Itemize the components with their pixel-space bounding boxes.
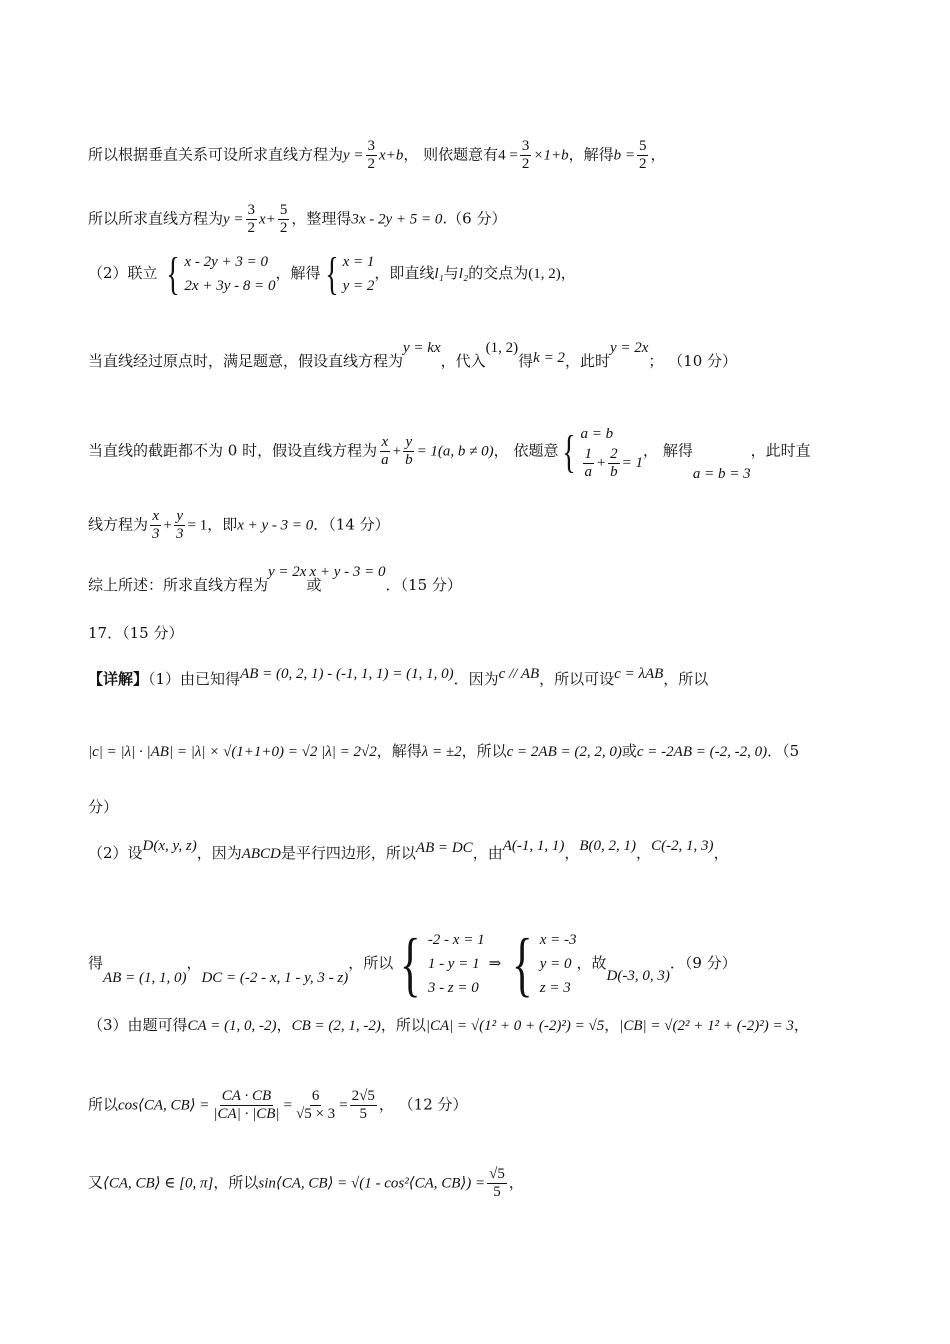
text: ， 解得 [643,441,693,460]
text: 17．（15 分） [88,624,184,642]
numerator: 2√5 [351,1088,375,1104]
system-row: 2x + 3y - 8 = 0 [184,278,276,294]
math: B(0, 2, 1) [579,838,637,854]
text: ， [276,1016,292,1034]
fraction [174,508,186,543]
text: 又 [88,1173,104,1192]
math: k = 2 [533,350,565,366]
fraction [350,1088,377,1123]
math: D(-3, 0, 3) [606,968,670,984]
numerator: x [381,434,389,450]
math: CB = (2, 1, -2) [291,1018,381,1034]
denominator: √5 × 3 [295,1106,336,1122]
math: ×1+b [533,147,569,164]
system-row: 1 - y = 1 [427,956,480,972]
left-brace-icon: { [166,248,181,299]
solution-line-10 [88,740,799,763]
math: x+b [379,147,404,164]
text: ，解得 [376,742,422,760]
numerator: y [176,508,184,524]
fraction [487,1166,507,1201]
solution-line-11 [88,796,118,818]
math: y = [343,147,364,164]
denominator: a [584,464,593,480]
solution-line-14 [88,1014,809,1037]
text: 当直线经过原点时，满足题意，假设直线方程为 [88,352,404,370]
text: ，整理得 [291,209,352,228]
math: b = [613,147,635,164]
numerator: √5 [489,1166,505,1182]
text: 线方程为 [88,515,149,534]
text: ．（9 分） [669,954,737,972]
text: ，代入 [440,352,486,370]
math: |CB| = √(2² + 1² + (-2)²) = 3 [619,1018,794,1034]
text: （3）由题可得 [88,1016,188,1034]
math: ⟨CA, CB⟩ ∈ [0, π] [103,1175,214,1192]
text: 或 [306,576,322,594]
numerator: 3 [247,202,256,218]
math: c = 2AB = (2, 2, 0) [506,744,622,760]
numerator: x [152,508,160,524]
denominator: 2 [367,156,376,172]
text: ， [793,1016,809,1034]
solution-line-16 [88,1166,524,1201]
text: ， （12 分） [378,1095,468,1114]
fraction [278,202,290,237]
text: ， [636,844,652,862]
text: 得 [88,954,104,972]
text: ．（14 分） [313,515,390,534]
fraction [403,434,415,469]
numerator: y [405,434,413,450]
system-row [581,446,644,481]
solution-line-9 [88,668,708,691]
math: = 1(a, b ≠ 0) [416,443,494,460]
solution-line-12 [88,838,729,865]
math: C(-2, 1, 3) [651,838,714,854]
fraction [637,138,649,173]
text: 所以 [88,1095,119,1114]
denominator: a [381,452,389,468]
math: x + y - 3 = 0 [309,564,386,580]
system-row: x - 2y + 3 = 0 [184,254,268,270]
solution-line-7 [88,564,462,597]
left-brace-icon: { [324,248,339,299]
numerator: 3 [521,138,530,154]
math: A(-1, 1, 1) [502,838,565,854]
denominator: 2 [638,156,647,172]
math: + [392,443,402,460]
solution-line-2 [88,202,507,237]
text: ，此时直 [750,441,811,460]
text: （2）设 [88,844,143,862]
math: c = λAB [614,666,664,682]
equation-system [558,422,643,481]
fraction [583,446,595,481]
text: .（6 分） [442,209,507,228]
denominator: 3 [175,526,184,542]
system-row: y = 2 [342,278,375,294]
text: ，即 [207,515,238,534]
text: ，所以可设 [539,670,615,688]
numerator: 6 [311,1088,320,1104]
math: l₁ [434,266,444,282]
math: CA = (1, 0, -2) [187,1018,277,1034]
left-brace-icon: { [562,425,577,477]
text: ，所以 [663,670,709,688]
denominator: 2 [279,220,288,236]
fraction [294,1088,337,1123]
equation-system [321,250,375,298]
math: l₂ [458,266,469,282]
text: ．（5 [767,742,800,760]
text: ，故 [576,954,607,972]
text: ， [186,954,202,972]
math: λ = ±2 [421,744,462,760]
math: = 1 [187,517,208,534]
text: 分） [88,798,119,816]
math: |CA| = √(1² + 0 + (-2)²) = √5 [425,1018,605,1034]
math: y = [223,211,244,228]
math: AB = (1, 1, 0) [103,970,187,986]
fraction [379,434,391,469]
math: y = 2x [609,340,649,356]
fraction [246,202,258,237]
math: ABCD [241,846,281,862]
fraction [211,1088,281,1123]
text: 或 [621,742,637,760]
system-row: a = b [580,426,614,442]
system-row: y = 0 [539,956,572,972]
text: ，所以 [380,1016,426,1034]
text: （1）由已知得 [148,670,241,688]
math: y = 2x [268,564,307,580]
system-row: z = 3 [539,980,571,996]
text: ．因为 [453,670,499,688]
implies-arrow-icon: ⇒ [488,956,502,972]
text: ， [560,264,576,282]
numerator: 5 [638,138,647,154]
math: D(x, y, z) [142,838,197,854]
left-brace-icon: { [400,924,421,1004]
solution-line-15 [88,1088,468,1123]
solution-line-5 [88,422,811,481]
numerator: 3 [367,138,376,154]
text: ； （10 分） [648,352,738,370]
math: AB = DC [415,840,473,856]
fraction [608,446,620,481]
math: a = b = 3 [692,465,751,482]
system-row: x = -3 [539,932,577,948]
math: 3x - 2y + 5 = 0 [351,211,443,228]
math: y = kx [403,340,441,356]
text: 的交点为 [468,264,529,282]
text: ，即直线 [374,264,435,282]
detail-tag: 【详解】 [88,670,149,688]
denominator: b [405,452,413,468]
text: 所以根据垂直关系可设所求直线方程为 [88,145,344,164]
math: x + y - 3 = 0 [237,517,314,534]
text: 得 [518,352,534,370]
math: DC = (-2 - x, 1 - y, 3 - z) [201,970,349,986]
math: c = -2AB = (-2, -2, 0) [636,744,768,760]
text: ，因为 [196,844,242,862]
text: ，所以 [348,954,394,972]
text: 所以所求直线方程为 [88,209,224,228]
numerator: 1 [584,446,593,462]
equation-system [162,250,275,298]
text: ， 依题意 [493,441,559,460]
math: (1, 2) [528,266,561,282]
text: ， 则依题意有 [403,145,499,164]
system-row: -2 - x = 1 [427,932,485,948]
text: ，所以 [213,1173,259,1192]
math: + [596,454,607,471]
denominator: b [610,464,618,480]
math: x+ [259,211,276,228]
text: ．（15 分） [385,576,462,594]
text: 是平行四边形，所以 [280,844,416,862]
math: + [163,517,172,534]
math: = 1 [621,454,644,471]
equation-system [393,924,485,1004]
solution-line-6 [88,508,390,543]
text: ， [604,1016,620,1034]
math: cos⟨CA, CB⟩ = [118,1097,210,1114]
math: |c| = |λ| · |AB| = |λ| × √(1+1+0) = √2 |λ| = 2√2 [88,744,377,760]
text: ，此时 [564,352,610,370]
text: ， [713,844,729,862]
solution-line-1 [88,138,665,173]
solution-line-3 [88,250,576,298]
text: 与 [443,264,459,282]
text: ， [564,844,580,862]
denominator: 5 [493,1184,501,1200]
numerator: CA · CB [221,1088,272,1104]
math: = [283,1097,292,1114]
system-row: 3 - z = 0 [427,980,479,996]
numerator: 5 [279,202,288,218]
text: ，解得 [568,145,614,164]
text: ， [508,1173,524,1192]
denominator: 3 [152,526,160,542]
text: ，所以 [461,742,507,760]
equation-system [505,924,577,1004]
text: 综上所述：所求直线方程为 [88,576,269,594]
text: ，解得 [275,264,321,282]
question-heading [88,622,183,644]
fraction [150,508,162,543]
text: 当直线的截距都不为 0 时，假设直线方程为 [88,441,378,460]
denominator: 5 [359,1106,368,1122]
math: 4 = [498,147,518,164]
text: ， [650,145,666,164]
math: = [339,1097,348,1114]
fraction [366,138,378,173]
denominator: 2 [247,220,256,236]
numerator: 2 [610,446,618,462]
text: ，由 [472,844,503,862]
solution-line-13 [88,924,737,1004]
denominator: 2 [521,156,530,172]
math: sin⟨CA, CB⟩ = √(1 - cos²⟨CA, CB⟩) = [258,1175,486,1192]
math: (1, 2) [485,340,519,356]
math: c // AB [498,666,540,682]
text: （2）联立 [88,264,158,282]
denominator: |CA| · |CB| [213,1106,280,1122]
system-row: x = 1 [342,254,375,270]
math: AB = (0, 2, 1) - (-1, 1, 1) = (1, 1, 0) [240,666,454,682]
fraction [520,138,532,173]
left-brace-icon: { [512,924,533,1004]
solution-line-4 [88,340,738,373]
